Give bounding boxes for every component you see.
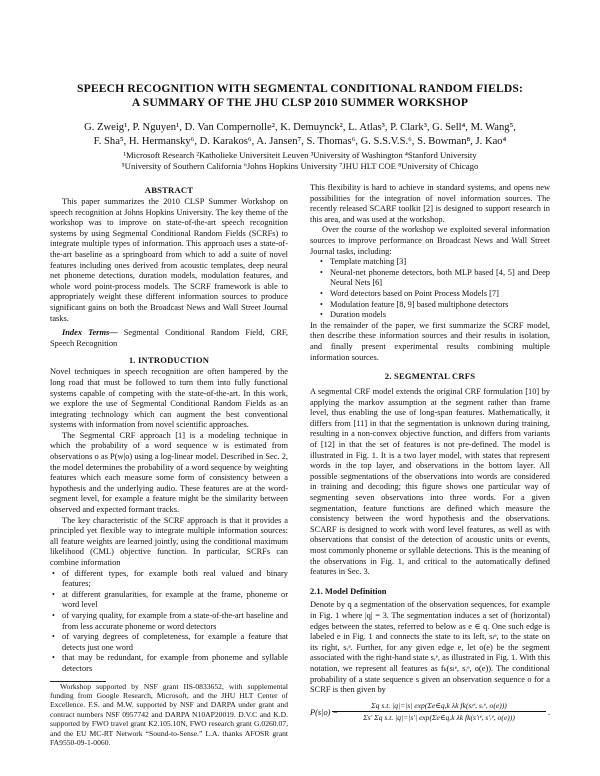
intro-paragraph-1: Novel techniques in speech recognition are often hampered by the long road that must be followed to turn them into fully functional systems capable of competing with the state-of-the-art. In this work, we explore the use of Segmental Conditional Random Fields as an integrating technology which can augment the best conventional systems with information from novel scientific approaches. bbox=[50, 367, 288, 430]
list-item: • Duration models bbox=[310, 310, 550, 321]
left-column bbox=[50, 183, 288, 747]
workshop-paragraph: Over the course of the workshop we exploited several information sources to improve performance on Broadcast News and Wall Street Journal tasks, including: bbox=[310, 225, 550, 256]
intro-paragraph-2: The Segmental CRF approach [1] is a modeling technique in which the probability of a word sequence w is estimated from observations o as P(w|o) using a log-linear model. Described in Sec. 2, the model determines the probability of a word sequence by weighting features which each measure some form of consistency between a hypothesis and the underlying audio. These features are at the word-segment level, for example a feature might be the similarity between observed and expected formant tracks. bbox=[50, 430, 288, 515]
segmental-crfs-paragraph: A segmental CRF model extends the original CRF formulation [10] by applying the markov assumption at the segment rather than frame level, thus enabling the use of long-span features. Mathematically, it differs from [11] in that the segmentation is unknown during training, resulting in a non-convex objective function, and differs from variants of [12] in that the set of features is not pre-defined. The model is illustrated in Fig. 1. It is a two layer model, with states that represent words in the top layer, and observations in the bottom layer. All possible segmentations of the observations into words are considered in training and decoding; this figure shows one particular way of segmenting seven observations into three words. For a given segmentation, feature functions are defined which measure the consistency between the word hypothesis and the observations. SCARF is designed to work with word level features, as well as with observations that consist of the detection of acoustic units or events, most commonly phoneme or syllable detections. This is the meaning of the observations in Fig. 1, and critical to the automatically defined features in Sec. 3. bbox=[310, 387, 550, 577]
combine-list bbox=[50, 569, 288, 675]
author-list-line-2: F. Sha⁵, H. Hermansky⁶, D. Karakos⁶, A. Jansen⁷, S. Thomas⁶, G. S.S.V.S.⁶, S. Bowman⁸, J. Kao⁴ bbox=[93, 136, 507, 147]
list-item: • of different types, for example both real valued and binary features; bbox=[50, 569, 288, 590]
index-terms-text: Segmental Conditional Random Field, CRF, Speech Recognition bbox=[50, 328, 288, 348]
paper-title-line-1: SPEECH RECOGNITION WITH SEGMENTAL CONDITIONAL RANDOM FIELDS: bbox=[77, 82, 523, 95]
paper-title-line-2: A SUMMARY OF THE JHU CLSP 2010 SUMMER WORKSHOP bbox=[131, 96, 469, 109]
list-item: • Modulation feature [8, 9] based multiphone detectors bbox=[310, 300, 550, 311]
funding-footnote: Workshop supported by NSF grant IIS-0833652, with supplemental funding from Google Research, Microsoft, and the JHU HLT Center of Excellence. F.S. and M.W. supported by NSF and DARPA under grant and contract numbers NSF 0957742 and DARPA N10AP20019. D.V.C and K.D. supported by FWO travel grant K2.105.10N, FWO research grant G.0260.07, and the EU MC-RT Network “Sound-to-Sense.” L.A. thanks AFOSR grant FA9550-09-1-0060. bbox=[50, 681, 288, 747]
affiliations-line-2: ⁵University of Southern California ⁶Johns Hopkins University ⁷JHU HLT COE ⁸University of Chicago bbox=[121, 161, 479, 171]
equation-lhs: P(s|o) = bbox=[310, 707, 339, 717]
index-terms-label: Index Terms— bbox=[62, 328, 118, 338]
equation-denominator: Σs′ Σq s.t. |q|=|s′| exp(Σe∈q,k λk fk(s′ₗᵉ, s′ᵣᵉ, o(e))) bbox=[363, 712, 515, 722]
equation-numerator: Σq s.t. |q|=|s| exp(Σe∈q,k λk fk(sₗᵉ, sᵣᵉ, o(e))) bbox=[332, 700, 546, 712]
index-terms bbox=[50, 328, 288, 349]
list-item: • Template matching [3] bbox=[310, 257, 550, 268]
abstract-heading: ABSTRACT bbox=[144, 185, 194, 195]
right-column bbox=[310, 183, 550, 726]
model-definition-paragraph: Denote by q a segmentation of the observation sequences, for example in Fig. 1 where |q| = 3. The segmentation induces a set of (horizontal) edges between the states, referred to below as e ∈ q. One such edge is labeled e in Fig. 1 and connects the state to its left, sₗᵉ, to the state on its right, sᵣᵉ. Further, for any given edge e, let o(e) be the segment associated with the right-hand state sᵣᵉ, as illustrated in Fig. 1. With this notation, we represent all features as fₖ(sₗᵉ, sᵣᵉ, o(e)). The conditional probability of a state sequence s given an observation sequence o for a SCRF is then given by bbox=[310, 600, 550, 695]
list-item: • of varying quality, for example from a state-of-the-art baseline and from less accurate phoneme or word detectors bbox=[50, 611, 288, 632]
list-item: • of varying degrees of completeness, for example a feature that detects just one word bbox=[50, 632, 288, 653]
abstract-text: This paper summarizes the 2010 CLSP Summer Workshop on speech recognition at Johns Hopkins University. The key theme of the workshop was to improve on state-of-the-art speech recognition systems by using Segmental Conditional Random Fields (SCRFs) to integrate multiple types of information. This approach uses a state-of-the-art baseline as a springboard from which to add a suite of novel features including ones derived from acoustic templates, deep neural net phoneme detections, duration models, modulation features, and whole word point-process models. The SCRF framework is able to appropriately weight these different information sources to produce significant gains on both the Broadcast News and Wall Street Journal tasks. bbox=[50, 197, 288, 323]
intro-paragraph-3: The key characteristic of the SCRF approach is that it provides a principled yet flexible way to integrate multiple information sources: all feature weights are learned jointly, using the conditional maximum likelihood (CML) objective function. In particular, SCRFs can combine information bbox=[50, 515, 288, 567]
author-list-line-1: G. Zweig¹, P. Nguyen¹, D. Van Compernolle², K. Demuynck², L. Atlas³, P. Clark³, G. Sell⁴, M. Wang⁵, bbox=[84, 122, 516, 133]
introduction-heading: 1. INTRODUCTION bbox=[128, 355, 210, 366]
affiliations-line-1: ¹Microsoft Research ²Katholieke Universiteit Leuven ³University of Washington ⁴Stanford University bbox=[123, 150, 477, 160]
equation-fraction bbox=[332, 700, 546, 723]
list-item: • Word detectors based on Point Process Models [7] bbox=[310, 289, 550, 300]
list-item: • that may be redundant, for example from phoneme and syllable detectors bbox=[50, 653, 288, 674]
remainder-paragraph: In the remainder of the paper, we first summarize the SCRF model, then describe these information sources and their results in isolation, and finally present experimental results combining multiple information sources. bbox=[310, 320, 550, 362]
equation-period: . bbox=[547, 707, 550, 717]
model-definition-heading: 2.1. Model Definition bbox=[310, 585, 387, 596]
scrf-probability-equation bbox=[310, 700, 550, 726]
segmental-crfs-heading: 2. SEGMENTAL CRFS bbox=[384, 371, 476, 382]
flexibility-paragraph: This flexibility is hard to achieve in standard systems, and opens new possibilities for the integration of novel information sources. The recently released SCARF toolkit [2] is designed to support research in this area, and was used at the workshop. bbox=[310, 183, 550, 224]
list-item: • at different granularities, for example at the frame, phoneme or word level bbox=[50, 590, 288, 611]
list-item: • Neural-net phoneme detectors, both MLP based [4, 5] and Deep Neural Nets [6] bbox=[310, 268, 550, 289]
information-sources-list bbox=[310, 257, 550, 321]
